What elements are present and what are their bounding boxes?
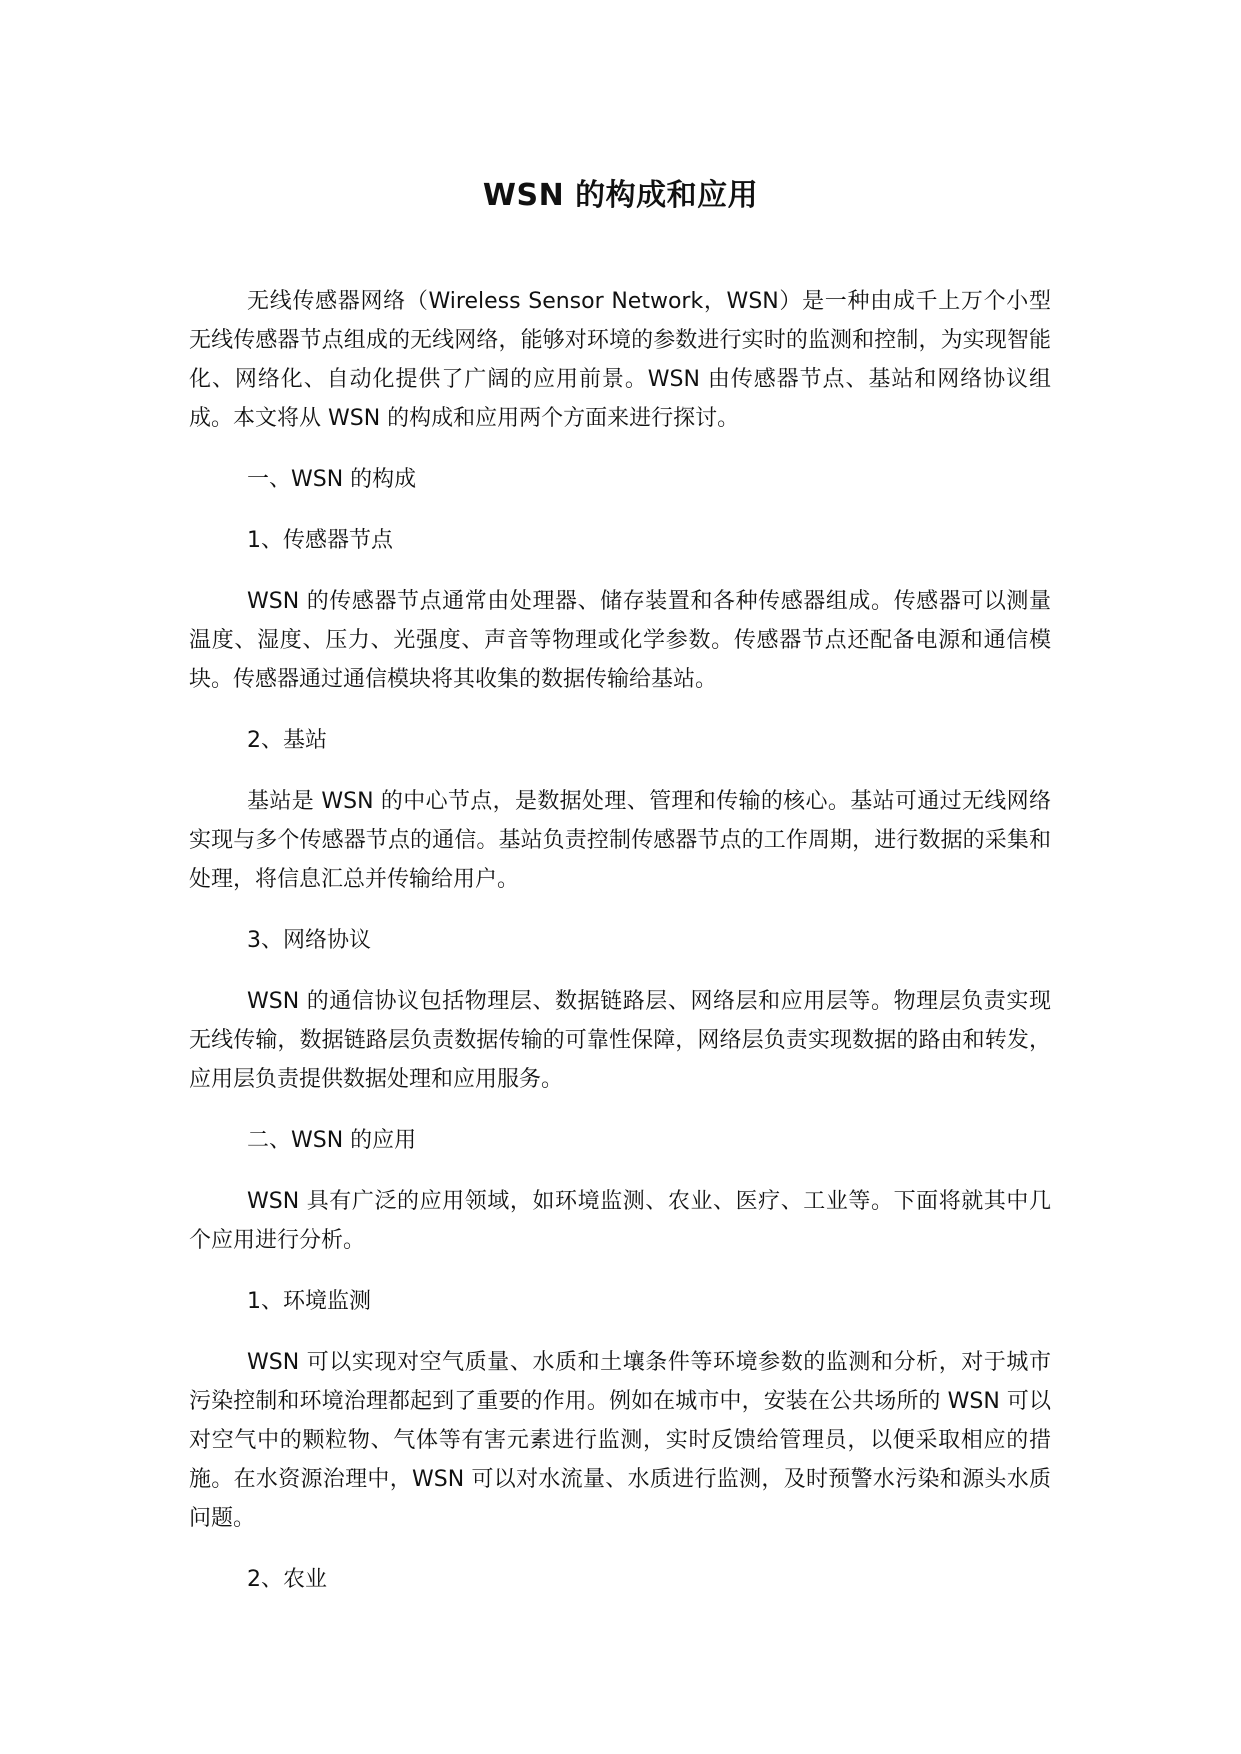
network-protocol-paragraph: WSN 的通信协议包括物理层、数据链路层、网络层和应用层等。物理层负责实现无线传输，数据链路层负责数据传输的可靠性保障，网络层负责实现数据的路由和转发，应用层负责提供数据处理和应用服务。 xyxy=(189,989,1051,1092)
document-body xyxy=(189,282,1051,1621)
subsection-heading-agriculture: 2、农业 xyxy=(247,1567,327,1592)
subsection-heading-network-protocol: 3、网络协议 xyxy=(247,928,371,953)
environment-monitoring-paragraph: WSN 可以实现对空气质量、水质和土壤条件等环境参数的监测和分析，对于城市污染控制和环境治理都起到了重要的作用。例如在城市中，安装在公共场所的 WSN 可以对空气中的颗粒物、气体等有害元素进行监测，实时反馈给管理员，以便采取相应的措施。在水资源治理中，WSN 可以对水流量、水质进行监测，及时预警水污染和源头水质问题。 xyxy=(189,1350,1051,1531)
base-station-paragraph: 基站是 WSN 的中心节点，是数据处理、管理和传输的核心。基站可通过无线网络实现与多个传感器节点的通信。基站负责控制传感器节点的工作周期，进行数据的采集和处理，将信息汇总并传输给用户。 xyxy=(189,789,1051,892)
sensor-node-paragraph: WSN 的传感器节点通常由处理器、储存装置和各种传感器组成。传感器可以测量温度、湿度、压力、光强度、声音等物理或化学参数。传感器节点还配备电源和通信模块。传感器通过通信模块将其收集的数据传输给基站。 xyxy=(189,589,1051,692)
subsection-heading-base-station: 2、基站 xyxy=(247,728,327,753)
subsection-heading-environment-monitoring: 1、环境监测 xyxy=(247,1289,371,1314)
subsection-heading-sensor-node: 1、传感器节点 xyxy=(247,528,393,553)
document-title: WSN 的构成和应用 xyxy=(482,178,759,213)
intro-paragraph: 无线传感器网络（Wireless Sensor Network，WSN）是一种由成千上万个小型无线传感器节点组成的无线网络，能够对环境的参数进行实时的监测和控制，为实现智能化、网络化、自动化提供了广阔的应用前景。WSN 由传感器节点、基站和网络协议组成。本文将从 WSN 的构成和应用两个方面来进行探讨。 xyxy=(189,289,1051,431)
section-heading-composition: 一、WSN 的构成 xyxy=(247,467,417,492)
applications-intro-paragraph: WSN 具有广泛的应用领域，如环境监测、农业、医疗、工业等。下面将就其中几个应用进行分析。 xyxy=(189,1189,1051,1253)
section-heading-applications: 二、WSN 的应用 xyxy=(247,1128,417,1153)
